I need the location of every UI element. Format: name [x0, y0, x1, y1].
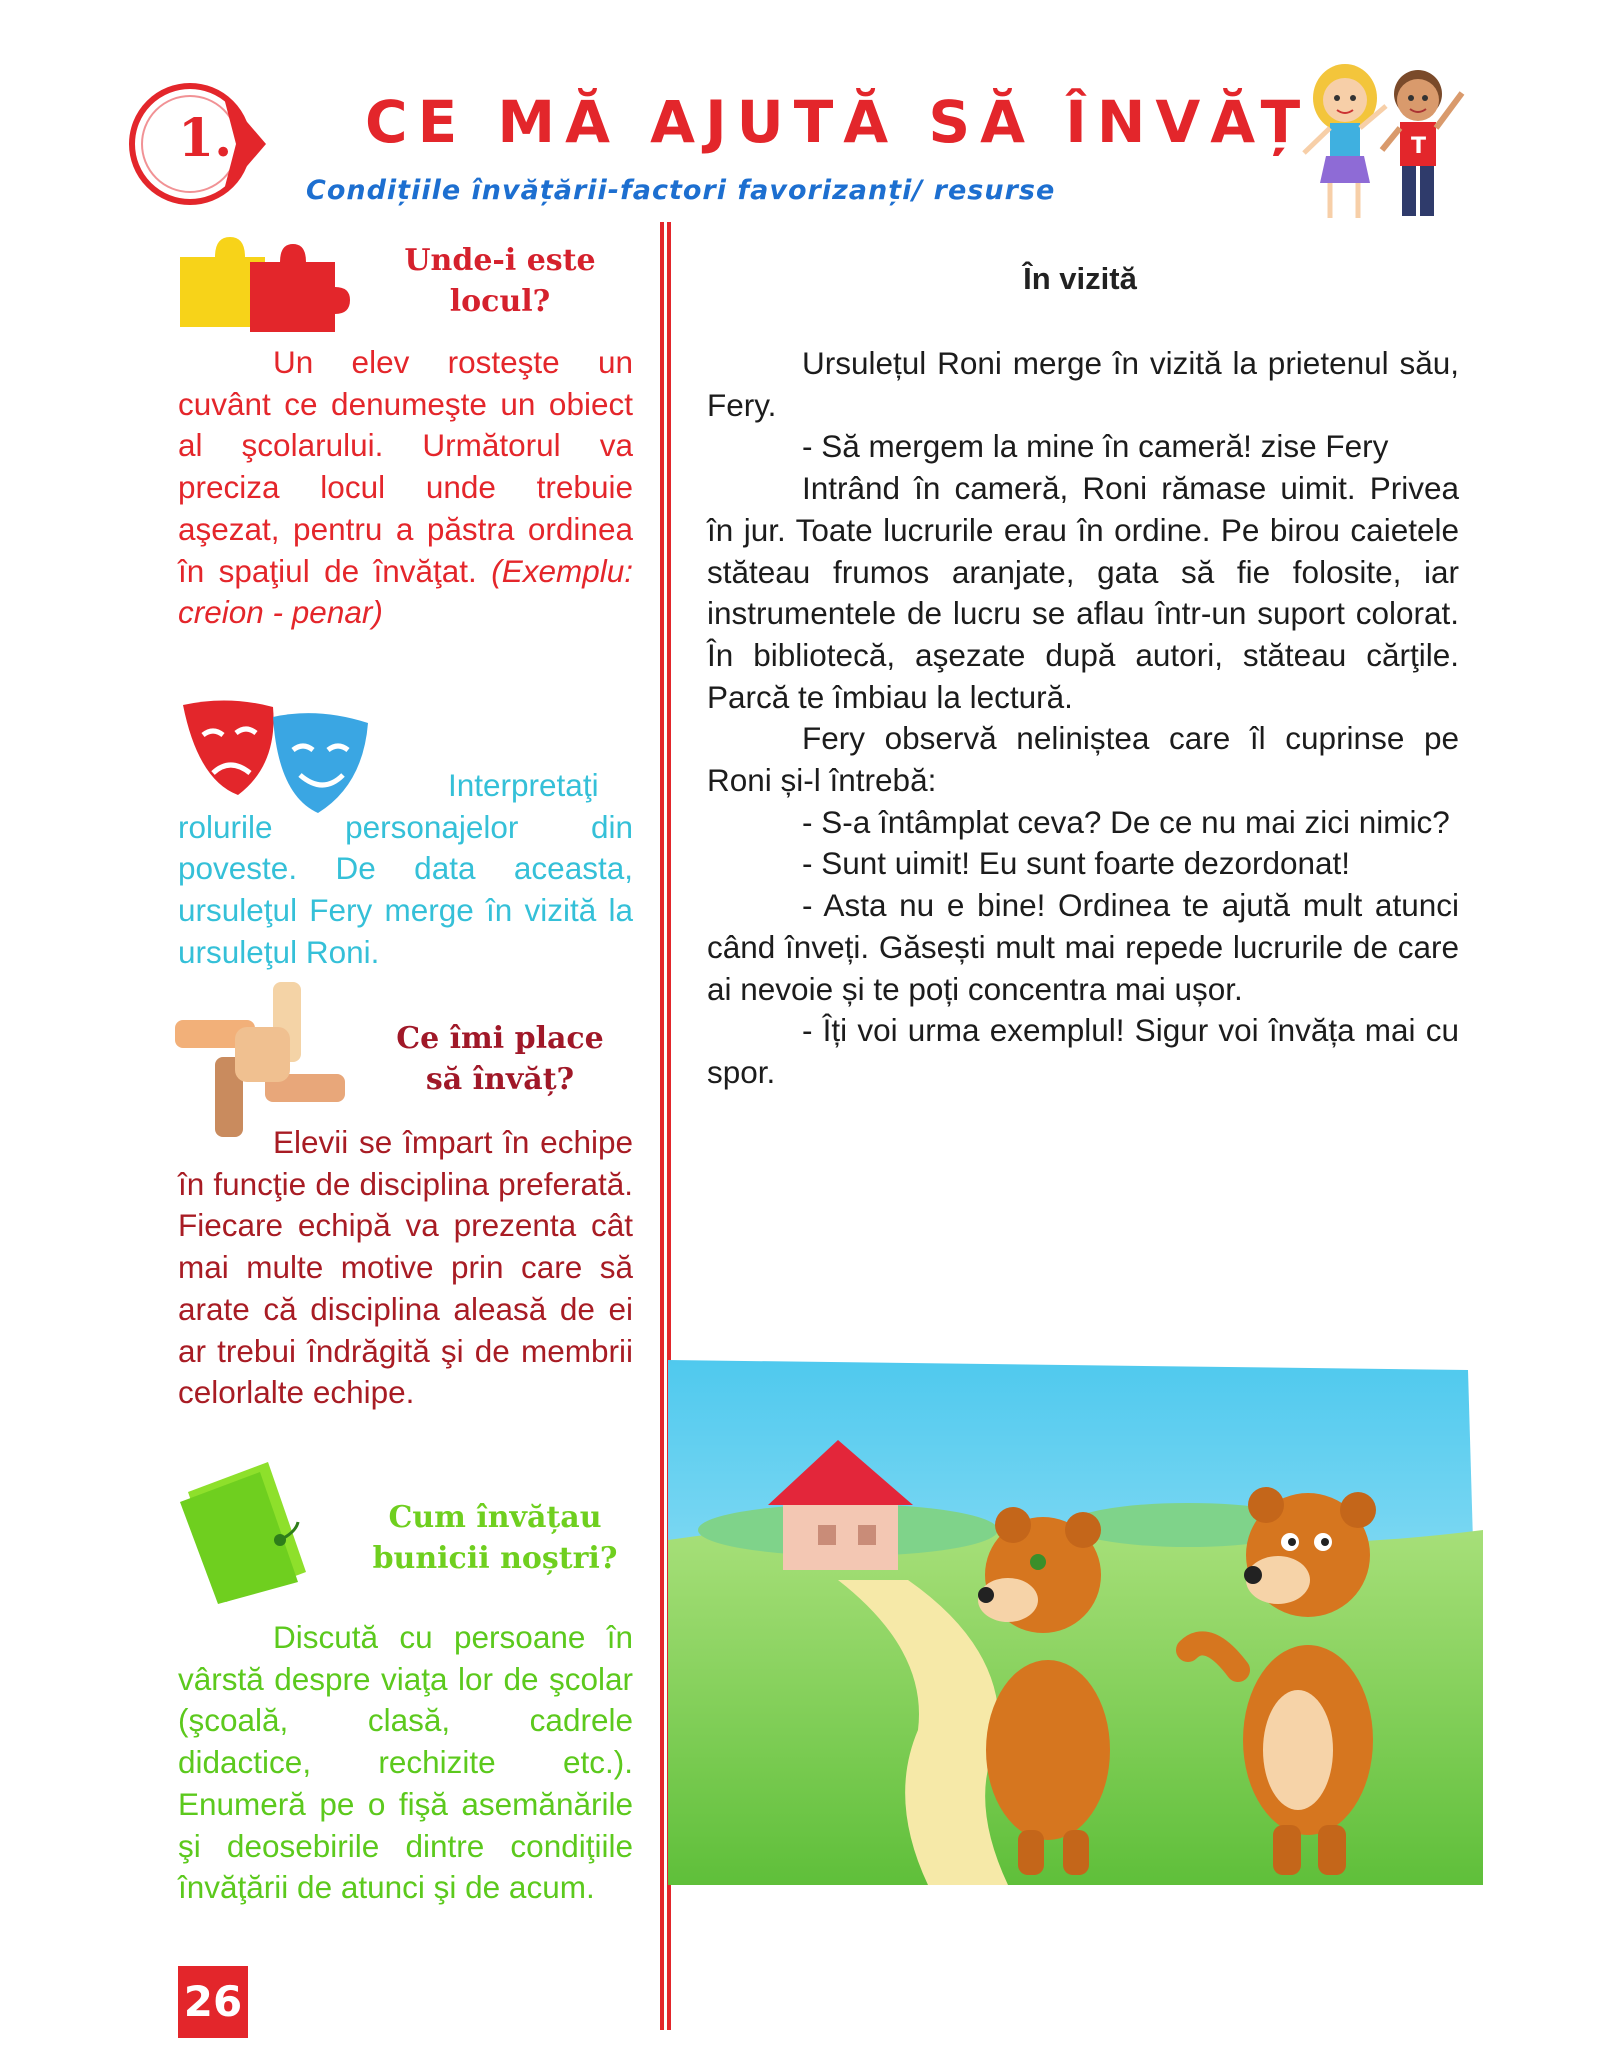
- kids-illustration: [1290, 58, 1480, 233]
- activity2-body: Interpretaţi rolurile personajelor din poveste. De data aceasta, ursuleţul Fery merge în vizită la ursuleţul Roni.: [178, 767, 633, 970]
- story-paragraph: Intrând în cameră, Roni rămase uimit. Privea în jur. Toate lucrurile erau în ordine. Pe birou caietele stăteau frumos aranjate, gata să fie folosite, iar instrumentele de lucru se aflau într-un suport colorat. În bibliotecă, aşezate după autori, stăteau cărţile. Parcă te îmbiau la lectură.: [707, 470, 1459, 715]
- bears-illustration: [668, 1330, 1483, 1885]
- story-paragraph: - Să mergem la mine în cameră! zise Fery: [802, 428, 1389, 465]
- page-subtitle: Condițiile învățării-factori favorizanți/ resurse: [306, 175, 1056, 206]
- activity1-body: Un elev rosteşte un cuvânt ce denumeşte un obiect al şcolarului. Următorul va preciza locul unde trebuie aşezat, pentru a păstra ordinea în spaţiul de învăţat.: [178, 344, 633, 589]
- story-paragraph: Ursulețul Roni merge în vizită la prietenul său, Fery.: [707, 345, 1459, 423]
- puzzle-icon: [175, 232, 350, 332]
- activity1-example: (Exemplu: creion - penar): [178, 552, 633, 631]
- activity2-text: [178, 765, 633, 974]
- story-paragraph: Fery observă neliniștea care îl cuprinse pe Roni și-l întrebă:: [707, 720, 1459, 799]
- chapter-number: 1.: [178, 108, 233, 169]
- story-paragraph: - Îți voi urma exemplul! Sigur voi învăța mai cu spor.: [707, 1012, 1459, 1090]
- story-title: În vizită: [1023, 261, 1137, 296]
- activity4-heading: Cum învățau bunicii noștri?: [372, 1500, 618, 1576]
- activity3-body: Elevii se împart în echipe în funcţie de disciplina preferată. Fiecare echipă va prezenta cât mai multe motive prin care să arate că disciplina aleasă de ei ar trebui îndrăgită şi de membrii celorlalte echipe.: [178, 1124, 633, 1411]
- story-text: [707, 343, 1459, 1094]
- activity3-text: [178, 1122, 633, 1414]
- activity3-heading: Ce îmi place să învăț?: [396, 1021, 604, 1097]
- activity4-text: [178, 1617, 633, 1909]
- joined-hands-icon: [175, 982, 345, 1137]
- activity1-heading: Unde-i este locul?: [404, 243, 596, 319]
- story-paragraph: - S-a întâmplat ceva? De ce nu mai zici nimic?: [802, 803, 1450, 840]
- svg-text:T: T: [1411, 134, 1427, 159]
- page-number: 26: [178, 1966, 248, 2038]
- activity4-body: Discută cu persoane în vârstă despre viaţa lor de şcolar (şcoală, clasă, cadrele didactice, rechizite etc.). Enumeră pe o fişă asemănările şi deosebirile dintre condiţiile învăţării de atunci şi de acum.: [178, 1619, 633, 1906]
- story-paragraph: - Asta nu e bine! Ordinea te ajută mult atunci când înveți. Găsești mult mai repede lucrurile de care ai nevoie și te poți concentra mai ușor.: [707, 887, 1459, 1007]
- activity1-text: [178, 342, 633, 634]
- page-title: CE MĂ AJUTĂ SĂ ÎNVĂȚ: [365, 88, 1311, 156]
- folder-icon: [178, 1462, 316, 1604]
- story-paragraph: - Sunt uimit! Eu sunt foarte dezordonat!: [802, 845, 1351, 882]
